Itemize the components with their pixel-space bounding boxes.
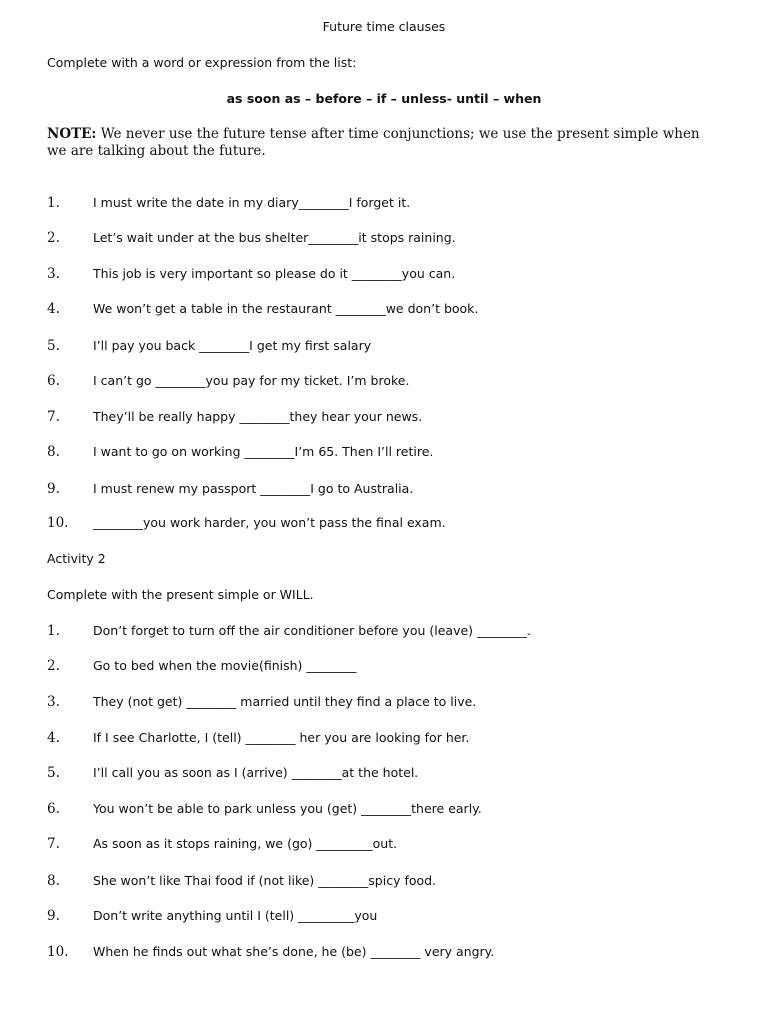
item-text: I want to go on working ________I’m 65. Then I’ll retire.: [93, 444, 434, 459]
exercise-item: [47, 873, 727, 891]
exercise-item: [47, 444, 727, 462]
item-number: 8.: [47, 873, 60, 889]
item-text: Let’s wait under at the bus shelter________it stops raining.: [93, 230, 456, 245]
exercise-item: [47, 266, 727, 284]
item-number: 7.: [47, 836, 60, 852]
item-text: If I see Charlotte, I (tell) ________ her you are looking for her.: [93, 730, 470, 745]
exercise-item: [47, 694, 727, 712]
item-text: You won’t be able to park unless you (get) ________there early.: [93, 801, 482, 816]
note-text: We never use the future tense after time conjunctions; we use the present simple when we are talking about the future.: [47, 126, 700, 159]
item-number: 2.: [47, 658, 60, 674]
item-text: Go to bed when the movie(finish) ________: [93, 658, 357, 673]
item-text: I can’t go ________you pay for my ticket. I’m broke.: [93, 373, 410, 388]
item-text: I must write the date in my diary________I forget it.: [93, 195, 411, 210]
item-text: As soon as it stops raining, we (go) _________out.: [93, 836, 398, 851]
item-text: This job is very important so please do it ________you can.: [93, 266, 456, 281]
item-text: ________you work harder, you won’t pass the final exam.: [93, 515, 446, 530]
exercise-item: [47, 801, 727, 819]
item-number: 4.: [47, 301, 60, 317]
exercise-item: [47, 481, 727, 499]
exercise-item: [47, 623, 727, 641]
item-number: 7.: [47, 409, 60, 425]
item-text: I’ll call you as soon as I (arrive) ________at the hotel.: [93, 765, 419, 780]
item-text: Don’t write anything until I (tell) _________you: [93, 908, 378, 923]
note-paragraph: [47, 126, 707, 160]
exercise-item: [47, 836, 727, 854]
exercise-item: [47, 515, 727, 533]
item-number: 5.: [47, 765, 60, 781]
item-number: 10.: [47, 944, 69, 960]
item-number: 3.: [47, 266, 60, 282]
exercise-item: [47, 765, 727, 783]
exercise-item: [47, 338, 727, 356]
item-number: 9.: [47, 908, 60, 924]
exercise-item: [47, 908, 727, 926]
activity2-heading: Activity 2: [47, 551, 106, 566]
word-list: as soon as – before – if – unless- until – when: [226, 91, 542, 106]
item-text: They’ll be really happy ________they hear your news.: [93, 409, 423, 424]
item-number: 4.: [47, 730, 60, 746]
exercise-item: [47, 944, 727, 962]
activity2-instruction: Complete with the present simple or WILL.: [47, 587, 314, 602]
item-number: 2.: [47, 230, 60, 246]
item-text: We won’t get a table in the restaurant ________we don’t book.: [93, 301, 479, 316]
activity1-instruction: Complete with a word or expression from the list:: [47, 55, 357, 70]
exercise-item: [47, 373, 727, 391]
item-number: 8.: [47, 444, 60, 460]
exercise-item: [47, 195, 727, 213]
item-text: She won’t like Thai food if (not like) ________spicy food.: [93, 873, 437, 888]
item-number: 5.: [47, 338, 60, 354]
item-number: 6.: [47, 373, 60, 389]
item-number: 6.: [47, 801, 60, 817]
item-text: Don’t forget to turn off the air conditioner before you (leave) ________.: [93, 623, 531, 638]
item-number: 3.: [47, 694, 60, 710]
item-number: 10.: [47, 515, 69, 531]
exercise-item: [47, 409, 727, 427]
exercise-item: [47, 658, 727, 676]
note-label: NOTE:: [47, 126, 97, 142]
item-number: 1.: [47, 623, 60, 639]
page-title: Future time clauses: [322, 19, 446, 34]
item-text: When he finds out what she’s done, he (be) ________ very angry.: [93, 944, 495, 959]
exercise-item: [47, 730, 727, 748]
item-text: I’ll pay you back ________I get my first salary: [93, 338, 372, 353]
exercise-item: [47, 301, 727, 319]
item-number: 9.: [47, 481, 60, 497]
item-text: They (not get) ________ married until they find a place to live.: [93, 694, 477, 709]
item-number: 1.: [47, 195, 60, 211]
item-text: I must renew my passport ________I go to Australia.: [93, 481, 414, 496]
exercise-item: [47, 230, 727, 248]
